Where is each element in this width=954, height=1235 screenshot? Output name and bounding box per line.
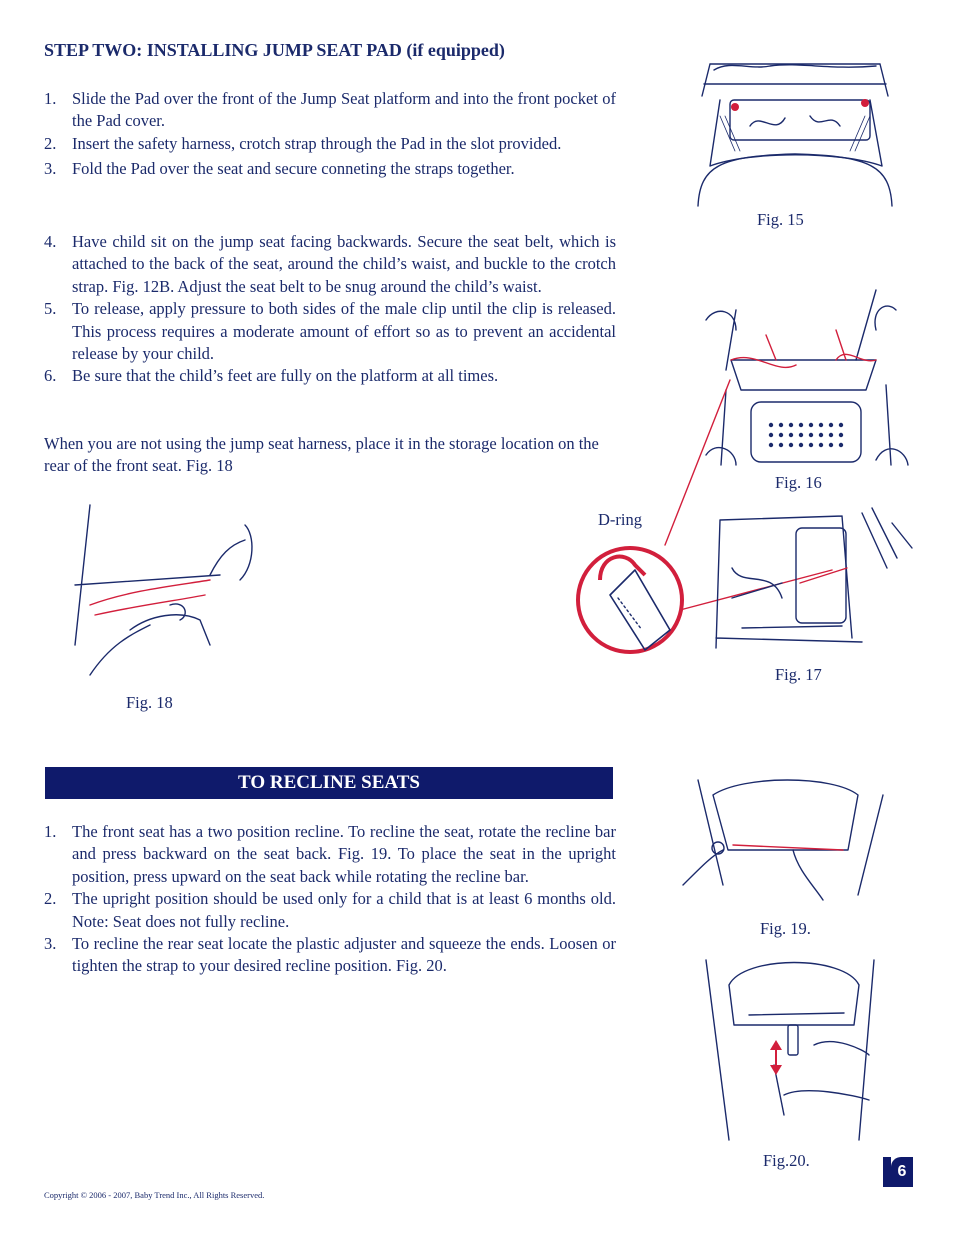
fig15-illustration bbox=[690, 56, 900, 206]
fig18-illustration bbox=[70, 505, 260, 675]
list-item: 2. Insert the safety harness, crotch strap through the Pad in the slot provided. bbox=[44, 133, 562, 153]
copyright-notice: Copyright © 2006 - 2007, Baby Trend Inc., All Rights Reserved. bbox=[44, 1190, 265, 1200]
fig18-caption: Fig. 18 bbox=[126, 693, 173, 712]
list-item: 1. Slide the Pad over the front of the Jump Seat platform and into the front pocket of the Pad cover. bbox=[44, 89, 616, 131]
fig17-caption: Fig. 17 bbox=[775, 665, 822, 684]
step-two-list-a bbox=[44, 88, 616, 181]
list-item: 6. Be sure that the child’s feet are fully on the platform at all times. bbox=[44, 366, 499, 386]
page-number: 6 bbox=[891, 1157, 913, 1187]
fig19-illustration bbox=[683, 775, 888, 900]
page-number-bar bbox=[883, 1157, 891, 1187]
dring-label: D-ring bbox=[598, 510, 642, 529]
recline-list bbox=[44, 821, 616, 978]
list-item: 2. The upright position should be used only for a child that is at least 6 months old. Note: Seat does not fully recline. bbox=[44, 889, 616, 931]
recline-section-title: TO RECLINE SEATS bbox=[45, 767, 613, 799]
list-item: 5. To release, apply pressure to both sides of the male clip until the clip is released. This process requires a moderate amount of effort so as to prevent an accidental release by your child. bbox=[44, 299, 616, 364]
fig20-caption: Fig.20. bbox=[763, 1151, 810, 1170]
step-two-list-b bbox=[44, 231, 616, 388]
step-two-heading: STEP TWO: INSTALLING JUMP SEAT PAD (if equipped) bbox=[44, 40, 505, 60]
fig16-caption: Fig. 16 bbox=[775, 473, 822, 492]
list-item: 1. The front seat has a two position recline. To recline the seat, rotate the recline bar and press backward on the seat back. Fig. 19. To place the seat in the upright position, press upward on the seat back while rotating the recline bar. bbox=[44, 822, 616, 886]
page-number-badge bbox=[883, 1157, 913, 1187]
fig17-illustration bbox=[712, 508, 917, 650]
fig15-caption: Fig. 15 bbox=[757, 210, 804, 229]
fig19-caption: Fig. 19. bbox=[760, 919, 811, 938]
list-item: 4. Have child sit on the jump seat facing backwards. Secure the seat belt, which is attached to the back of the seat, around the child’s waist, and buckle to the crotch strap. Fig. 12B. Adjust the seat belt to be snug around the child’s waist. bbox=[44, 232, 616, 296]
fig20-illustration bbox=[704, 955, 874, 1145]
storage-note: When you are not using the jump seat harness, place it in the storage location on the rear of the front seat. Fig. 18 bbox=[44, 434, 599, 476]
list-item: 3. Fold the Pad over the seat and secure conneting the straps together. bbox=[44, 159, 515, 179]
list-item: 3. To recline the rear seat locate the plastic adjuster and squeeze the ends. Loosen or tighten the strap to your desired recline position. Fig. 20. bbox=[44, 934, 616, 976]
